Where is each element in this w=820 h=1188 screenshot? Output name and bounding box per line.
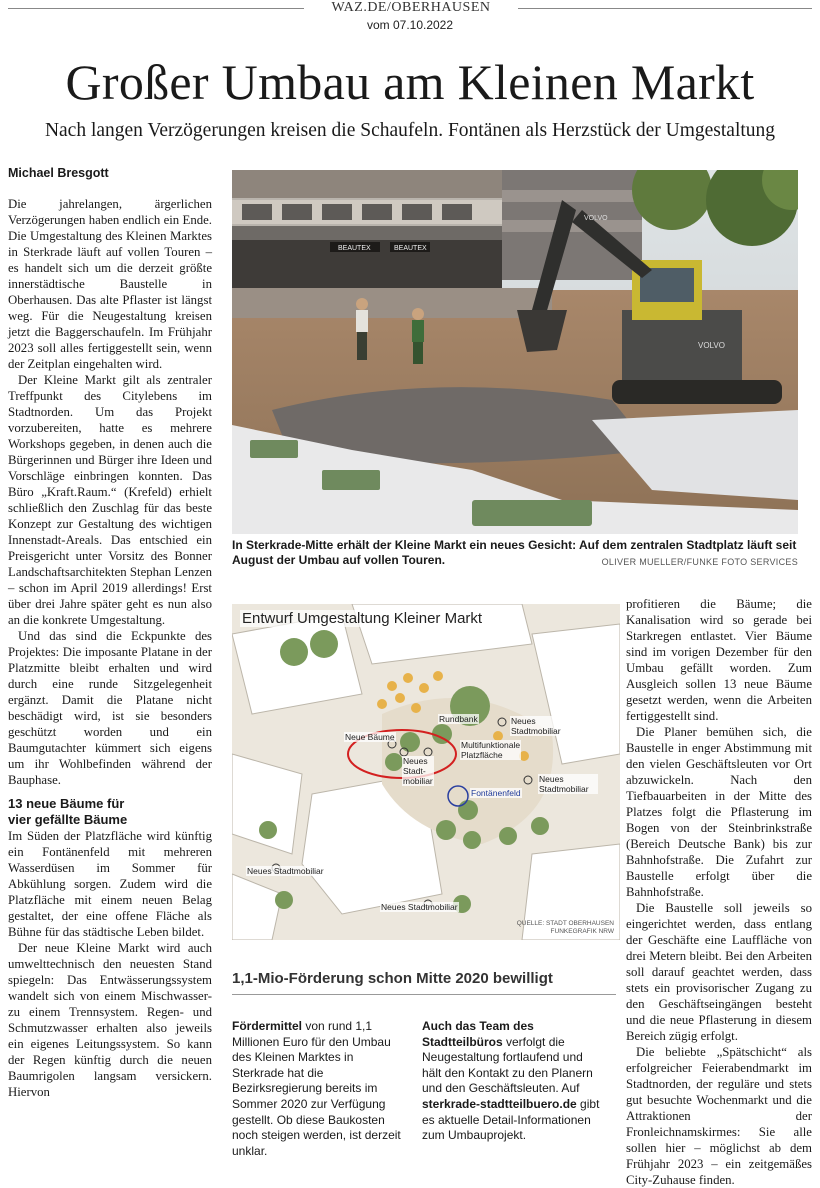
construction-photo — [232, 170, 798, 534]
masthead-rule-left — [8, 8, 304, 9]
photo-credit: OLIVER MUELLER/FUNKE FOTO SERVICES — [601, 557, 798, 567]
shop-sign: BEAUTEX — [338, 245, 371, 252]
map-label-neues-stadtmobiliar-2: Neues Stadtmobiliar — [538, 774, 598, 794]
paragraph: Die Baustelle soll jeweils so eingerichtet werden, dass entlang der Geschäfte eine Lauffläche von drei Metern bleibt. Bei den Arbeiten soll darauf geachtet werden, dass stets ein provisorischer Zugang zu den Geschäftseingängen besteht und die neue Pflasterung in diesem Bereich zügig erfolgt. — [626, 901, 812, 1043]
map-label-neues-stadtmobiliar-bottom: Neues Stadtmobiliar — [381, 902, 458, 912]
subline: Nach langen Verzögerungen kreisen die Schaufeln. Fontänen als Herzstück der Umgestaltung — [44, 120, 776, 141]
map-title: Entwurf Umgestaltung Kleiner Markt — [242, 610, 483, 627]
divider — [232, 994, 616, 995]
subheading-line-2: vier gefällte Bäume — [8, 812, 128, 827]
masthead — [0, 0, 820, 20]
machine-brand: VOLVO — [584, 215, 608, 222]
info-subheading: 1,1-Mio-Förderung schon Mitte 2020 bewilligt — [232, 970, 553, 987]
info-text: verfolgt die Neugestaltung fortlaufend und hält den Kontakt zu den Planern und den Geschäftsleuten. Auf — [422, 1034, 593, 1096]
source-line: QUELLE: STADT OBERHAUSEN — [516, 920, 614, 927]
paragraph: Im Süden der Platzfläche wird künftig ein Fontänenfeld mit mehreren Wasserdüsen im Sommer für Abkühlung sorgen. Zudem wird die Platzfläche mit einem neuen Belag gestaltet, der eine offene Fläche als Bühne für das städtische Leben bildet. — [8, 829, 212, 939]
info-column-stadtteilbuero — [422, 1019, 604, 1144]
paragraph: Die jahrelangen, ärgerlichen Verzögerungen haben endlich ein Ende. Die Umgestaltung des Kleinen Marktes in Sterkrade läuft auf vollen Touren – es handelt sich um die derzeit größte innerstädtische Baustelle in Oberhausen. Das alte Pflaster ist längst weg. Für die Neugestaltung kreisen jetzt die Baggerschaufeln. Im Frühjahr 2023 soll alles fertiggestellt sein, wenn der Zeitplan eingehalten wird. — [8, 197, 212, 371]
paragraph: Der neue Kleine Markt wird auch umwelttechnisch den neuesten Stand spiegeln: Das Entwässerungssystem wandelt sich von einem Mischwasser- zu einem Trennsystem. Regen- und Schmutzwasser erhalten also jeweils ein eigenes Leitungssystem. So kann der Regen künftig durch die neuen Baumrigolen langsam versickern. Hiervon — [8, 941, 212, 1099]
map-label-neue-baeume: Neue Bäume — [345, 732, 395, 742]
info-bold-lead: Auch das Team des Stadtteilbüros — [422, 1019, 534, 1049]
publication-date: vom 07.10.2022 — [366, 18, 454, 32]
paragraph: Die Planer bemühen sich, die Baustelle in enger Abstimmung mit den vielen Geschäftsleuten vor Ort abzuwickeln. Nach den Tiefbauarbeiten in der Mitte des Platzes folgt die Pflasterung im Bogen von der Steinbrinkstraße (Bereich Deutsche Bank) bis zur Bahnhofstraße. Die Zufahrt zur Baustelle erfolgt über die Bahnhofstraße. — [626, 725, 812, 899]
map-label-multifunktionale-platzflaeche — [460, 740, 521, 760]
headline: Großer Umbau am Kleinen Markt — [65, 54, 755, 110]
label-line: Multifunktionale — [461, 740, 521, 750]
map-label-rundbank: Rundbank — [439, 714, 478, 724]
paragraph: Die beliebte „Spätschicht“ als erfolgreicher Feierabendmarkt im Stadtnorden, der reguläre und stets gut besuchte Wochenmarkt und die Attraktionen der Fronleichnamskirmes: Sie alle sollen hier – möglichst ab dem Frühjahr 2023 – ein zeitgemäßes City-Zuhause finden. — [626, 1045, 812, 1187]
label-line: Platzfläche — [461, 750, 503, 760]
machine-brand: VOLVO — [698, 341, 725, 350]
photo-caption — [232, 538, 798, 570]
label-line: Stadt- — [403, 766, 426, 776]
info-text: von rund 1,1 Millionen Euro für den Umbau des Kleinen Marktes in Sterkrade hat die Bezirksregierung bereits im Sommer 2020 zur Verfügung gestellt. Ob diese Baukosten noch steigen werden, ist derzeit unklar. — [232, 1019, 401, 1158]
map-source — [517, 920, 614, 936]
paragraph: profitieren die Bäume; die Kanalisation wird so gerade bei Starkregen entlastet. Vier Bäume sind im vorigen Dezember für den Umbau gefällt worden. Zum Ausgleich sollen 13 neue Bäume gesetzt werden, wenn die Arbeiten fertiggestellt sind. — [626, 597, 812, 723]
map-label-neues-stadtmobiliar-left: Neues Stadtmobiliar — [247, 866, 324, 876]
caption-text: In Sterkrade-Mitte erhält der Kleine Markt ein neues Gesicht: Auf dem zentralen Stadtplatz läuft seit August der Umbau auf vollen Touren. — [232, 538, 797, 567]
label-line: mobiliar — [403, 776, 433, 786]
source-line: FUNKEGRAFIK NRW — [550, 928, 614, 935]
label-line: Neues — [403, 756, 428, 766]
info-text: gibt es aktuelle Detail-Informationen zum Umbauprojekt. — [422, 1096, 600, 1143]
subheading-line-1: 13 neue Bäume für — [8, 796, 125, 811]
masthead-rule-right — [518, 8, 812, 9]
article-column-1 — [8, 196, 212, 1100]
info-column-funding — [232, 1019, 408, 1159]
site-plan-map — [232, 604, 620, 940]
map-label-neues-stadtmobiliar: Neues Stadtmobiliar — [510, 716, 568, 736]
author-byline: Michael Bresgott — [8, 166, 109, 180]
website-link[interactable]: sterkrade-stadtteilbuero.de — [422, 1096, 577, 1111]
article-column-3 — [626, 596, 812, 1188]
info-bold-lead: Fördermittel — [232, 1019, 303, 1033]
shop-sign: BEAUTEX — [394, 245, 427, 252]
map-label-stadtmobiliar-center — [402, 756, 434, 786]
paragraph: Der Kleine Markt gilt als zentraler Treffpunkt des Citylebens im Stadtnorden. Um das Projekt vorzubereiten, hatte es mehrere Workshops gegeben, in denen auch die Bürgerinnen und Bürger ihre Ideen und Vorschläge einbringen konnten. Das Büro „Kraft.Raum.“ (Krefeld) erhielt schließlich den Zuschlag für das beste Konzept zur Gestaltung des wichtigen Innenstadt-Areals. Das entschied ein Preisgericht unter Vorsitz des Bonner Landschaftsarchitekten Stephan Lenzen – schon im April 2019 allerdings! Erst über drei Jahre später geht es nun also an die konkrete Umgestaltung. — [8, 373, 212, 627]
masthead-title: WAZ.DE/OBERHAUSEN — [331, 0, 491, 15]
paragraph: Und das sind die Eckpunkte des Projektes: Die imposante Platane in der Platzmitte bleibt erhalten und wird durch eine runde Sitzgelegenheit ergänzt. Damit die Platane nicht beschädigt wird, ist sie besonders geschützt worden und ein Baumgutachter kümmert sich eigens um ihr Wohlbefinden während der Bauphase. — [8, 629, 212, 787]
map-label-fontaenenfeld: Fontänenfeld — [471, 788, 521, 798]
